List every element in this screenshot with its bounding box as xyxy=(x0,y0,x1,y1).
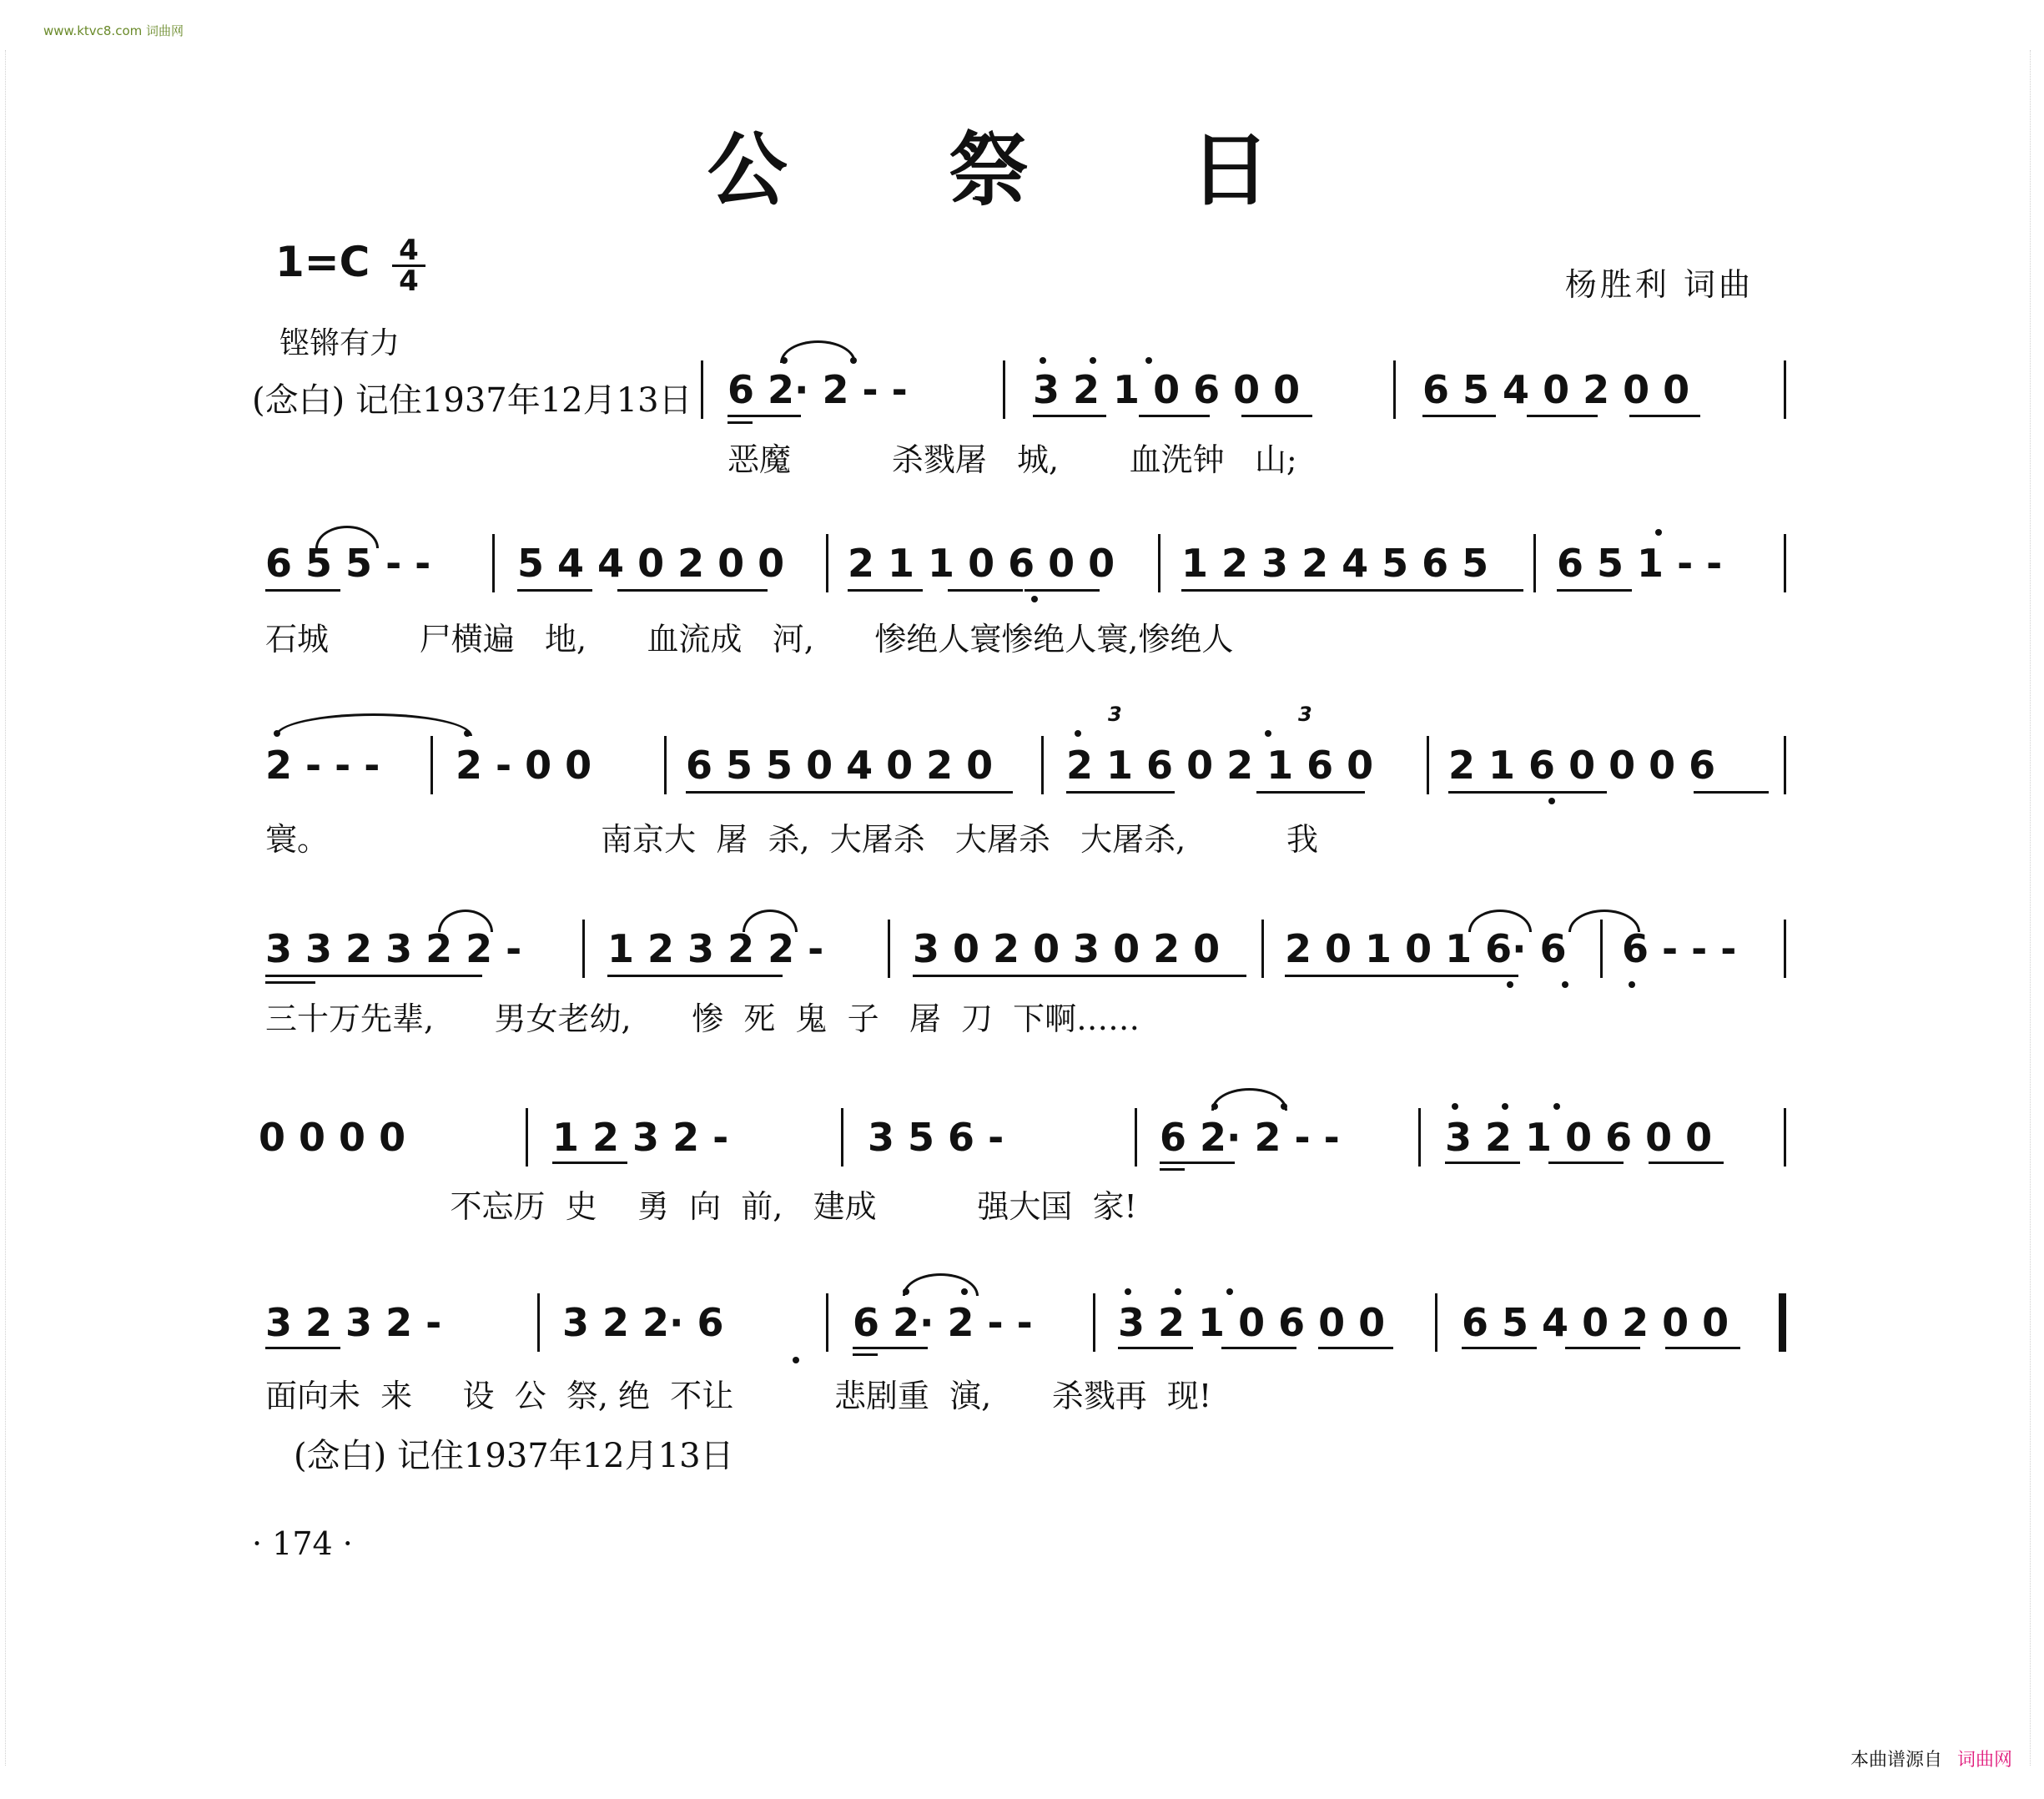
low-octave-dot xyxy=(1562,981,1568,988)
beat-underline xyxy=(1462,1347,1537,1349)
measure-notes: 2 1 1 0 6 0 0 xyxy=(848,541,1115,586)
left-margin-strip xyxy=(5,50,14,1766)
barline xyxy=(526,1108,528,1167)
slur xyxy=(780,340,856,363)
barline xyxy=(1784,1108,1786,1167)
time-signature-numerator: 4 xyxy=(399,234,419,267)
beat-underline xyxy=(1548,1162,1624,1164)
high-octave-dot xyxy=(1075,730,1081,737)
high-octave-dot xyxy=(1553,1103,1560,1110)
beat-underline xyxy=(1445,1162,1520,1164)
beat-underline xyxy=(1139,415,1210,417)
low-octave-dot xyxy=(1629,981,1635,988)
beat-underline xyxy=(727,421,753,424)
beat-underline xyxy=(1181,589,1523,592)
lyrics-line: 石城 尸横遍 地, 血流成 河, 惨绝人寰惨绝人寰,惨绝人 xyxy=(265,621,1234,658)
barline xyxy=(826,1293,828,1352)
high-octave-dot xyxy=(1175,1288,1181,1295)
measure-notes: 3 2 3 2 - xyxy=(265,1300,442,1345)
measure-notes: 6 2· 2 - - xyxy=(727,367,908,412)
beat-underline xyxy=(1318,1347,1393,1349)
beat-underline xyxy=(607,975,783,977)
beat-underline xyxy=(552,1162,627,1164)
lyrics-line: 面向未 来 设 公 祭, 绝 不让 悲剧重 演, 杀戮再 现! xyxy=(265,1378,1212,1414)
barline xyxy=(1093,1293,1095,1352)
barline xyxy=(537,1293,540,1352)
barline xyxy=(492,534,495,592)
measure-notes: 0 0 0 0 xyxy=(259,1115,406,1160)
beat-underline xyxy=(617,589,692,592)
beat-underline xyxy=(848,589,923,592)
measure-notes: 2 1 6 0 0 0 6 xyxy=(1448,743,1716,788)
high-octave-dot xyxy=(1125,1288,1131,1295)
barline xyxy=(1393,360,1396,419)
beat-underline xyxy=(1160,1168,1185,1171)
barline xyxy=(1784,360,1786,419)
high-octave-dot xyxy=(1655,529,1662,536)
beat-underline xyxy=(1557,589,1632,592)
high-octave-dot xyxy=(1265,730,1271,737)
measure-notes: 2 - - - xyxy=(265,743,380,788)
lyrics-line: 恶魔 杀戮屠 城, 血洗钟 山; xyxy=(727,441,1297,478)
beat-underline xyxy=(1241,415,1312,417)
barline xyxy=(664,736,667,794)
barline xyxy=(1784,534,1786,592)
high-octave-dot xyxy=(1145,357,1152,364)
watermark: www.ktvc8.com 词曲网 xyxy=(43,23,184,38)
barline xyxy=(1135,1108,1137,1167)
high-octave-dot xyxy=(961,1288,968,1295)
time-signature xyxy=(392,234,425,298)
time-signature-denominator: 4 xyxy=(392,265,425,295)
high-octave-dot xyxy=(464,730,471,737)
barline xyxy=(1418,1108,1421,1167)
high-octave-dot xyxy=(850,357,857,364)
beat-underline xyxy=(1448,791,1607,794)
slur xyxy=(1568,910,1640,932)
beat-underline xyxy=(1066,791,1175,794)
beat-underline xyxy=(1629,415,1700,417)
key-signature: 1=C xyxy=(275,238,370,286)
tempo-marking: 铿锵有力 xyxy=(279,326,400,360)
recitation-intro: (念白) 记住1937年12月13日 xyxy=(252,381,692,420)
barline xyxy=(701,360,703,419)
beat-underline xyxy=(948,589,1023,592)
beat-underline xyxy=(1033,415,1106,417)
beat-underline xyxy=(913,975,1246,977)
beat-underline xyxy=(1649,1162,1724,1164)
measure-notes: 6 5 4 0 2 0 0 xyxy=(1462,1300,1729,1345)
measure-notes: 1 2 3 2 - xyxy=(552,1115,729,1160)
barline xyxy=(430,736,433,794)
lyrics-line: 寰。 南京大 屠 杀, 大屠杀 大屠杀 大屠杀, 我 xyxy=(265,821,1319,858)
slur xyxy=(743,910,798,932)
triplet-marker: 3 xyxy=(1108,703,1122,726)
beat-underline xyxy=(1118,1347,1193,1349)
low-octave-dot xyxy=(1548,798,1555,804)
high-octave-dot xyxy=(274,730,280,737)
source-note: 本曲谱源自 xyxy=(1850,1750,1942,1771)
measure-notes: 6 - - - xyxy=(1622,926,1737,971)
beat-underline xyxy=(1160,1162,1235,1164)
measure-notes: 1 2 3 2 4 5 6 5 xyxy=(1181,541,1489,586)
triplet-marker: 3 xyxy=(1298,703,1312,726)
high-octave-dot xyxy=(1090,357,1096,364)
measure-notes: 3 2 1 0 6 0 0 xyxy=(1445,1115,1713,1160)
high-octave-dot xyxy=(1226,1288,1233,1295)
page-number: · 174 · xyxy=(252,1525,353,1562)
slur xyxy=(1468,910,1532,932)
beat-underline xyxy=(853,1347,928,1349)
source-credit xyxy=(1850,1746,2012,1771)
beat-underline xyxy=(727,415,801,417)
barline xyxy=(1427,736,1429,794)
slur xyxy=(1211,1088,1287,1111)
high-octave-dot xyxy=(781,357,788,364)
barline xyxy=(826,534,828,592)
barline xyxy=(1435,1293,1437,1352)
beat-underline xyxy=(265,589,340,592)
barline xyxy=(888,920,890,978)
measure-notes: 1 2 3 2 2 - xyxy=(607,926,824,971)
barline xyxy=(1784,736,1786,794)
measure-notes: 2 - 0 0 xyxy=(456,743,592,788)
high-octave-dot xyxy=(903,1288,909,1295)
measure-notes: 6 5 1 - - xyxy=(1557,541,1723,586)
barline xyxy=(841,1108,843,1167)
measure-notes: 3 5 6 - xyxy=(868,1115,1004,1160)
measure-notes: 2 0 1 0 1 6· 6 xyxy=(1285,926,1567,971)
beat-underline xyxy=(265,981,315,984)
slur xyxy=(438,910,493,932)
lyrics-line: 三十万先辈, 男女老幼, 惨 死 鬼 子 屠 刀 下啊…… xyxy=(265,1000,1140,1037)
beat-underline xyxy=(1665,1347,1740,1349)
measure-notes: 6 5 5 0 4 0 2 0 xyxy=(686,743,994,788)
barline xyxy=(1533,534,1536,592)
barline xyxy=(1003,360,1005,419)
barline xyxy=(1158,534,1160,592)
measure-notes: 2 1 6 0 2 1 6 0 xyxy=(1066,743,1374,788)
composer-credit: 杨胜利 词曲 xyxy=(1564,266,1754,303)
high-octave-dot xyxy=(1040,357,1046,364)
beat-underline xyxy=(1527,415,1598,417)
beat-underline xyxy=(1285,975,1518,977)
song-title: 公 祭 日 xyxy=(707,123,1337,217)
measure-notes: 3 2 2· 6 xyxy=(562,1300,724,1345)
beat-underline xyxy=(853,1353,878,1356)
right-margin-strip xyxy=(2030,50,2039,1766)
high-octave-dot xyxy=(1211,1103,1218,1110)
barline xyxy=(1784,920,1786,978)
low-octave-dot xyxy=(1507,981,1513,988)
low-octave-dot xyxy=(1031,596,1038,602)
beat-underline xyxy=(1256,791,1365,794)
recitation-outro: (念白) 记住1937年12月13日 xyxy=(294,1437,734,1475)
measure-notes: 6 5 4 0 2 0 0 xyxy=(1422,367,1690,412)
barline xyxy=(1261,920,1264,978)
beat-underline xyxy=(517,589,592,592)
measure-notes: 3 2 1 0 6 0 0 xyxy=(1033,367,1301,412)
final-barline xyxy=(1779,1293,1786,1352)
measure-notes: 6 5 5 - - xyxy=(265,541,431,586)
beat-underline xyxy=(1422,415,1496,417)
measure-notes: 5 4 4 0 2 0 0 xyxy=(517,541,785,586)
measure-notes: 6 2· 2 - - xyxy=(1160,1115,1340,1160)
beat-underline xyxy=(1694,791,1769,794)
barline xyxy=(582,920,585,978)
high-octave-dot xyxy=(1452,1103,1458,1110)
measure-notes: 3 2 1 0 6 0 0 xyxy=(1118,1300,1386,1345)
slur xyxy=(315,526,379,548)
beat-underline xyxy=(692,589,768,592)
high-octave-dot xyxy=(1281,1103,1287,1110)
high-octave-dot xyxy=(1502,1103,1508,1110)
beat-underline xyxy=(1221,1347,1296,1349)
beat-underline xyxy=(265,975,482,977)
source-brand[interactable]: 词曲网 xyxy=(1956,1750,2012,1771)
slur xyxy=(275,713,472,736)
beat-underline xyxy=(265,1347,340,1349)
beat-underline xyxy=(686,791,1013,794)
barline xyxy=(1041,736,1044,794)
lyrics-line: 不忘历 史 勇 向 前, 建成 强大国 家! xyxy=(259,1188,1137,1225)
measure-notes: 3 0 2 0 3 0 2 0 xyxy=(913,926,1221,971)
beat-underline xyxy=(1565,1347,1640,1349)
measure-notes: 6 2· 2 - - xyxy=(853,1300,1033,1345)
low-octave-dot xyxy=(793,1357,799,1363)
beat-underline xyxy=(1025,589,1100,592)
measure-notes: 3 3 2 3 2 2 - xyxy=(265,926,522,971)
